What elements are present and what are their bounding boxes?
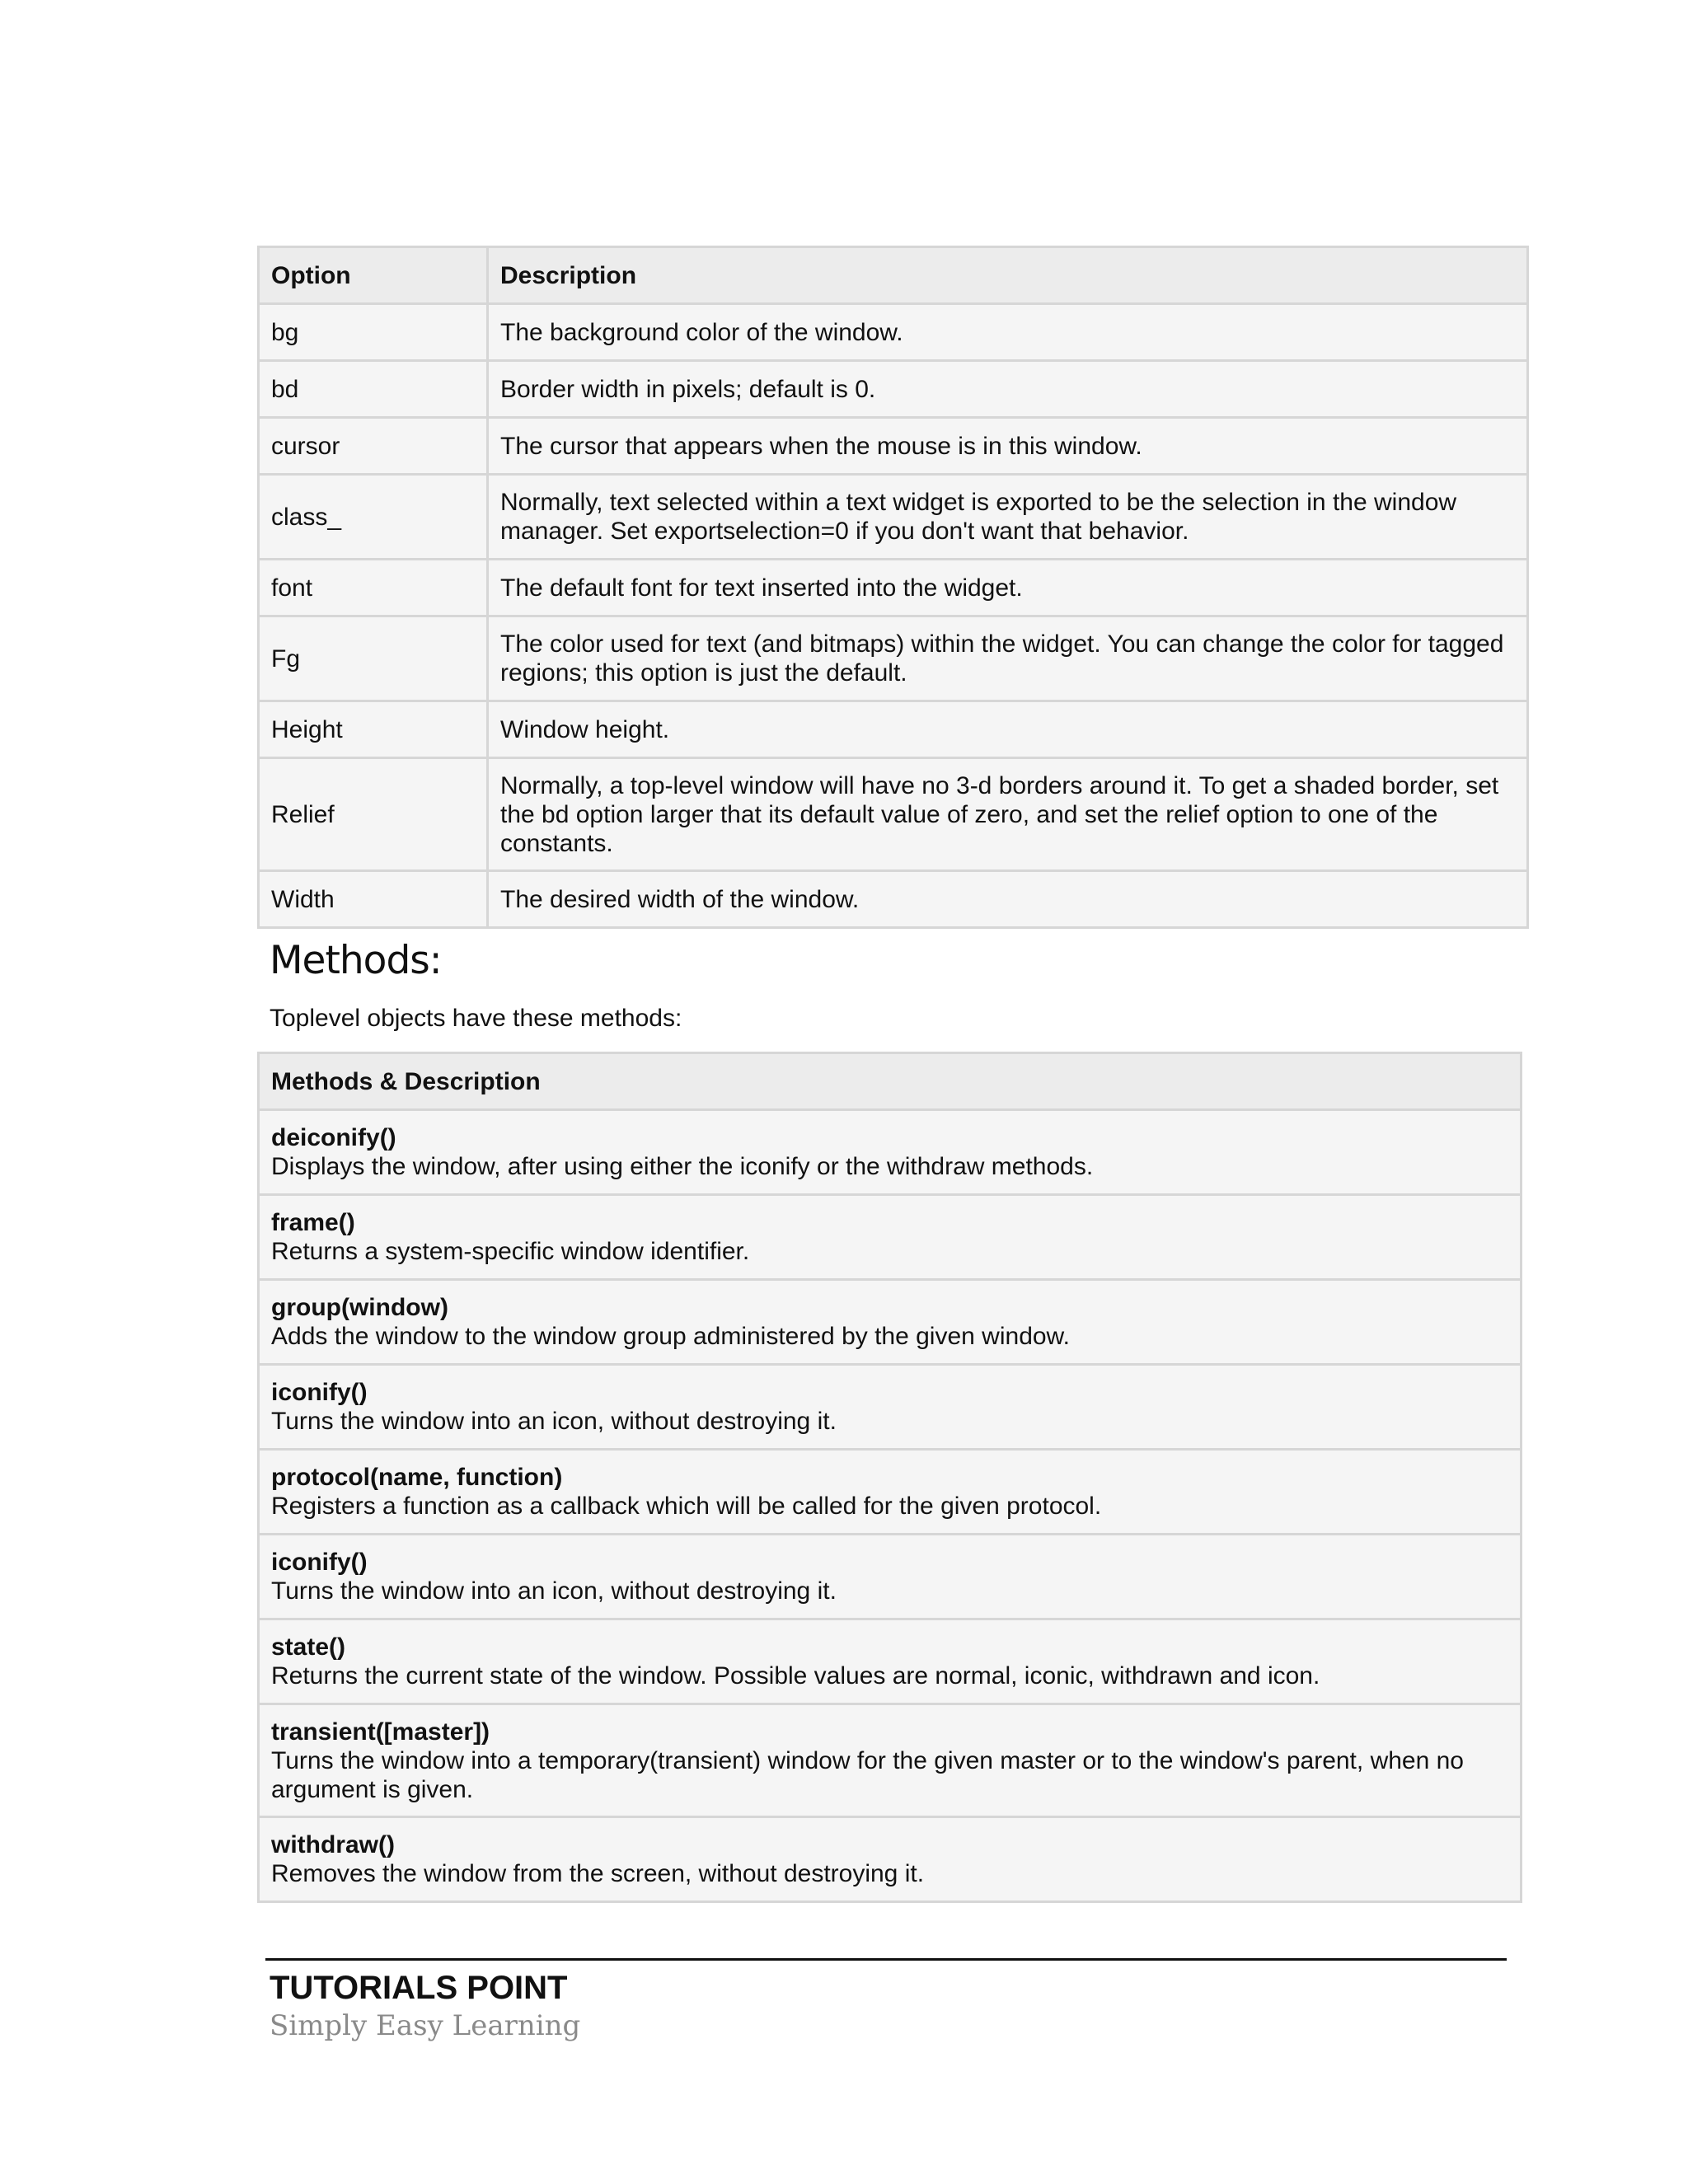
option-description: Normally, a top-level window will have no 3-d borders around it. To get a shaded border, set the bd option larger that its default value of zero, and set the relief option to one of the constants. (488, 758, 1528, 871)
method-cell (259, 1535, 1522, 1619)
method-name: state() (271, 1633, 346, 1661)
table-row (259, 1535, 1522, 1619)
method-description: Returns the current state of the window. Possible values are normal, iconic, withdrawn and icon. (271, 1662, 1320, 1690)
option-description: The color used for text (and bitmaps) within the widget. You can change the color for tagged regions; this option is just the default. (488, 616, 1528, 701)
option-description: The background color of the window. (488, 304, 1528, 361)
method-description: Registers a function as a callback which will be called for the given protocol. (271, 1493, 1102, 1520)
option-description: Normally, text selected within a text widget is exported to be the selection in the window manager. Set exportselection=0 if you don't want that behavior. (488, 475, 1528, 560)
option-name: cursor (259, 418, 488, 475)
table-row (259, 560, 1528, 616)
footer-divider (265, 1958, 1507, 1961)
option-description: The default font for text inserted into the widget. (488, 560, 1528, 616)
method-name: transient([master]) (271, 1718, 490, 1746)
method-description: Turns the window into a temporary(transient) window for the given master or to the window's parent, when no argument is given. (271, 1746, 1464, 1803)
method-description: Removes the window from the screen, without destroying it. (271, 1860, 925, 1887)
method-description: Returns a system-specific window identifier. (271, 1238, 750, 1265)
table-row (259, 304, 1528, 361)
footer-brand: TUTORIALS POINT (270, 1970, 568, 2006)
table-row (259, 616, 1528, 701)
method-description: Turns the window into an icon, without destroying it. (271, 1408, 837, 1435)
table-row (259, 361, 1528, 418)
method-cell (259, 1365, 1522, 1450)
options-table (257, 246, 1529, 929)
options-table-header-row (259, 247, 1528, 304)
option-description: Window height. (488, 701, 1528, 758)
table-row (259, 758, 1528, 871)
methods-column-header: Methods & Description (259, 1053, 1522, 1110)
table-row (259, 1110, 1522, 1195)
method-cell (259, 1450, 1522, 1535)
method-name: protocol(name, function) (271, 1464, 563, 1491)
method-cell (259, 1195, 1522, 1280)
option-description: The cursor that appears when the mouse is in this window. (488, 418, 1528, 475)
table-row (259, 1195, 1522, 1280)
option-name: Fg (259, 616, 488, 701)
method-cell (259, 1619, 1522, 1704)
table-row (259, 475, 1528, 560)
method-name: frame() (271, 1209, 355, 1236)
footer-tagline: Simply Easy Learning (270, 2009, 581, 2042)
method-name: iconify() (271, 1549, 368, 1576)
table-row (259, 1817, 1522, 1902)
method-cell (259, 1817, 1522, 1902)
option-name: font (259, 560, 488, 616)
option-name: Relief (259, 758, 488, 871)
option-name: bg (259, 304, 488, 361)
table-row (259, 1365, 1522, 1450)
method-cell (259, 1110, 1522, 1195)
methods-table (257, 1052, 1522, 1903)
option-name: class_ (259, 475, 488, 560)
table-row (259, 1619, 1522, 1704)
method-cell (259, 1704, 1522, 1817)
method-description: Displays the window, after using either the iconify or the withdraw methods. (271, 1153, 1094, 1180)
table-row (259, 871, 1528, 928)
option-description: The desired width of the window. (488, 871, 1528, 928)
table-row (259, 1704, 1522, 1817)
method-name: group(window) (271, 1294, 448, 1321)
method-cell (259, 1280, 1522, 1365)
method-name: withdraw() (271, 1831, 395, 1858)
methods-intro-text: Toplevel objects have these methods: (270, 1005, 682, 1032)
table-row (259, 1450, 1522, 1535)
description-column-header: Description (488, 247, 1528, 304)
option-description: Border width in pixels; default is 0. (488, 361, 1528, 418)
methods-heading: Methods: (270, 938, 442, 983)
option-name: bd (259, 361, 488, 418)
method-description: Turns the window into an icon, without destroying it. (271, 1577, 837, 1605)
table-row (259, 1280, 1522, 1365)
option-column-header: Option (259, 247, 488, 304)
method-name: deiconify() (271, 1124, 396, 1151)
table-row (259, 418, 1528, 475)
methods-table-header-row (259, 1053, 1522, 1110)
option-name: Width (259, 871, 488, 928)
method-name: iconify() (271, 1379, 368, 1406)
option-name: Height (259, 701, 488, 758)
table-row (259, 701, 1528, 758)
method-description: Adds the window to the window group administered by the given window. (271, 1323, 1070, 1350)
